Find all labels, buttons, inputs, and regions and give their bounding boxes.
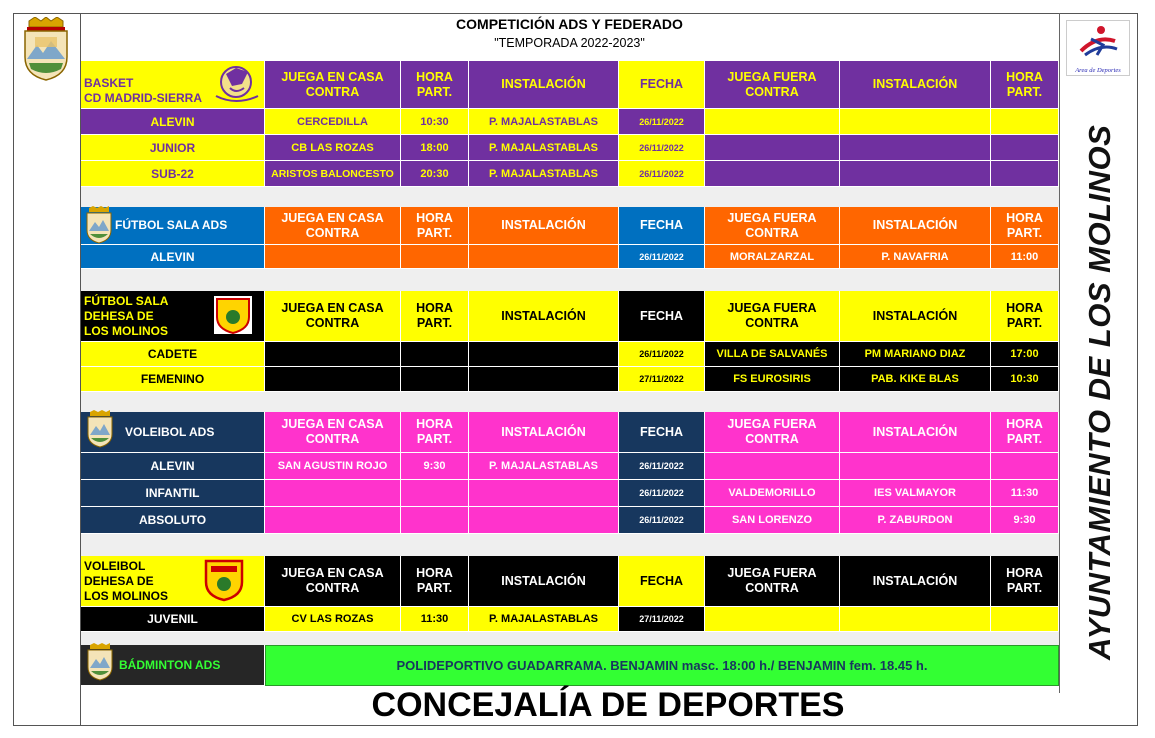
team-name: ABSOLUTO [81,507,265,534]
away-time: 17:00 [991,342,1059,367]
away-opponent: SAN LORENZO [705,507,840,534]
away-venue: IES VALMAYOR [840,480,991,507]
header-date: FECHA [619,207,705,245]
match-date: 26/11/2022 [619,135,705,161]
section-spacer [81,269,1059,291]
home-opponent [265,480,401,507]
team-name: ALEVIN [81,453,265,480]
home-opponent: SAN AGUSTIN ROJO [265,453,401,480]
away-time [991,135,1059,161]
header-time: HORA PART. [401,556,469,607]
club-crest-icon [203,558,245,602]
sports-logo-icon [1067,21,1129,63]
away-opponent [705,453,840,480]
team-name: CADETE [81,342,265,367]
away-time [991,161,1059,187]
section-name-line: CD MADRID-SIERRA [84,91,202,105]
section-spacer [81,392,1059,412]
header-home: JUEGA EN CASA CONTRA [265,207,401,245]
header-time: HORA PART. [401,61,469,109]
header-venue: INSTALACIÓN [469,61,619,109]
team-name: SUB-22 [81,161,265,187]
town-crest-icon [21,17,71,81]
away-venue: PM MARIANO DIAZ [840,342,991,367]
home-opponent [265,367,401,392]
section-name: VOLEIBOL ADS [81,412,265,453]
header-away-time: HORA PART. [991,556,1059,607]
header-time: HORA PART. [401,291,469,342]
header-home: JUEGA EN CASA CONTRA [265,556,401,607]
home-venue [469,507,619,534]
section-name-line: VOLEIBOL [84,558,146,573]
header-away: JUEGA FUERA CONTRA [705,412,840,453]
home-venue: P. MAJALASTABLAS [469,109,619,135]
match-date: 27/11/2022 [619,367,705,392]
away-time: 11:30 [991,480,1059,507]
match-date: 26/11/2022 [619,480,705,507]
home-opponent: CB LAS ROZAS [265,135,401,161]
home-venue [469,367,619,392]
section-spacer [81,632,1059,645]
header-venue: INSTALACIÓN [469,207,619,245]
match-date: 26/11/2022 [619,453,705,480]
away-opponent: MORALZARZAL [705,245,840,269]
home-opponent: CERCEDILLA [265,109,401,135]
away-venue: P. ZABURDON [840,507,991,534]
header-away-time: HORA PART. [991,291,1059,342]
away-venue [840,453,991,480]
club-logo-icon [214,64,260,104]
home-time: 10:30 [401,109,469,135]
team-name: JUVENIL [81,607,265,632]
section-name-line: DEHESA DE [84,308,154,323]
header-away-venue: INSTALACIÓN [840,556,991,607]
match-date: 26/11/2022 [619,245,705,269]
away-time [991,607,1059,632]
away-opponent [705,607,840,632]
section-name [81,61,265,109]
home-venue [469,245,619,269]
home-venue [469,480,619,507]
away-opponent [705,135,840,161]
header-date: FECHA [619,61,705,109]
home-time [401,480,469,507]
home-venue: P. MAJALASTABLAS [469,453,619,480]
sports-logo-label: Area de Deportes [1075,67,1121,74]
away-opponent [705,161,840,187]
away-time [991,453,1059,480]
page-title: COMPETICIÓN ADS Y FEDERADO [456,16,683,32]
section-name-line: FÚTBOL SALA [84,293,169,308]
home-venue: P. MAJALASTABLAS [469,607,619,632]
header-date: FECHA [619,291,705,342]
home-time [401,245,469,269]
header-venue: INSTALACIÓN [469,412,619,453]
home-time [401,507,469,534]
home-time: 18:00 [401,135,469,161]
header-away: JUEGA FUERA CONTRA [705,207,840,245]
home-venue [469,342,619,367]
match-date: 26/11/2022 [619,342,705,367]
header-away: JUEGA FUERA CONTRA [705,61,840,109]
badminton-note: POLIDEPORTIVO GUADARRAMA. BENJAMIN masc. 18:00 h./ BENJAMIN fem. 18.45 h. [265,645,1059,686]
header-away-time: HORA PART. [991,61,1059,109]
header-away: JUEGA FUERA CONTRA [705,291,840,342]
away-venue [840,161,991,187]
team-name: JUNIOR [81,135,265,161]
home-time [401,342,469,367]
away-venue [840,607,991,632]
away-time: 11:00 [991,245,1059,269]
section-name-line: LOS MOLINOS [84,588,168,603]
section-name: BÁDMINTON ADS [81,645,265,686]
home-time: 20:30 [401,161,469,187]
away-time: 9:30 [991,507,1059,534]
match-date: 27/11/2022 [619,607,705,632]
home-opponent [265,342,401,367]
header-away-time: HORA PART. [991,412,1059,453]
section-spacer [81,534,1059,556]
away-opponent: FS EUROSIRIS [705,367,840,392]
header-away-venue: INSTALACIÓN [840,412,991,453]
away-opponent: VILLA DE SALVANÉS [705,342,840,367]
header-home: JUEGA EN CASA CONTRA [265,61,401,109]
section-name-line: DEHESA DE [84,573,154,588]
away-venue [840,109,991,135]
header-venue: INSTALACIÓN [469,556,619,607]
team-name: INFANTIL [81,480,265,507]
header-away-venue: INSTALACIÓN [840,291,991,342]
home-time: 11:30 [401,607,469,632]
side-title: AYUNTAMIENTO DE LOS MOLINOS [1082,124,1117,660]
home-time: 9:30 [401,453,469,480]
header-time: HORA PART. [401,207,469,245]
sports-area-logo [1066,20,1130,76]
crest-icon [86,643,114,681]
away-time: 10:30 [991,367,1059,392]
home-opponent: ARISTOS BALONCESTO [265,161,401,187]
team-name: FEMENINO [81,367,265,392]
section-spacer [81,187,1059,207]
header-away: JUEGA FUERA CONTRA [705,556,840,607]
crest-icon [86,410,114,448]
match-date: 26/11/2022 [619,109,705,135]
right-divider [1059,13,1060,693]
header-time: HORA PART. [401,412,469,453]
home-opponent [265,245,401,269]
header-date: FECHA [619,556,705,607]
away-venue [840,135,991,161]
header-away-venue: INSTALACIÓN [840,61,991,109]
section-name: FÚTBOL SALA ADS [81,207,265,245]
home-venue: P. MAJALASTABLAS [469,161,619,187]
header-home: JUEGA EN CASA CONTRA [265,291,401,342]
footer-title: CONCEJALÍA DE DEPORTES [371,686,845,724]
away-opponent: VALDEMORILLO [705,480,840,507]
home-opponent [265,507,401,534]
page-subtitle: "TEMPORADA 2022-2023" [494,36,645,50]
header-away-time: HORA PART. [991,207,1059,245]
away-time [991,109,1059,135]
away-venue: PAB. KIKE BLAS [840,367,991,392]
crest-icon [85,206,113,244]
match-date: 26/11/2022 [619,507,705,534]
section-name-line: BASKET [84,76,134,90]
home-time [401,367,469,392]
section-name-line: LOS MOLINOS [84,323,168,338]
away-venue: P. NAVAFRIA [840,245,991,269]
match-date: 26/11/2022 [619,161,705,187]
home-opponent: CV LAS ROZAS [265,607,401,632]
header-venue: INSTALACIÓN [469,291,619,342]
header-away-venue: INSTALACIÓN [840,207,991,245]
header-date: FECHA [619,412,705,453]
home-venue: P. MAJALASTABLAS [469,135,619,161]
team-name: ALEVIN [81,109,265,135]
club-crest-icon [213,295,253,335]
header-home: JUEGA EN CASA CONTRA [265,412,401,453]
team-name: ALEVIN [81,245,265,269]
away-opponent [705,109,840,135]
